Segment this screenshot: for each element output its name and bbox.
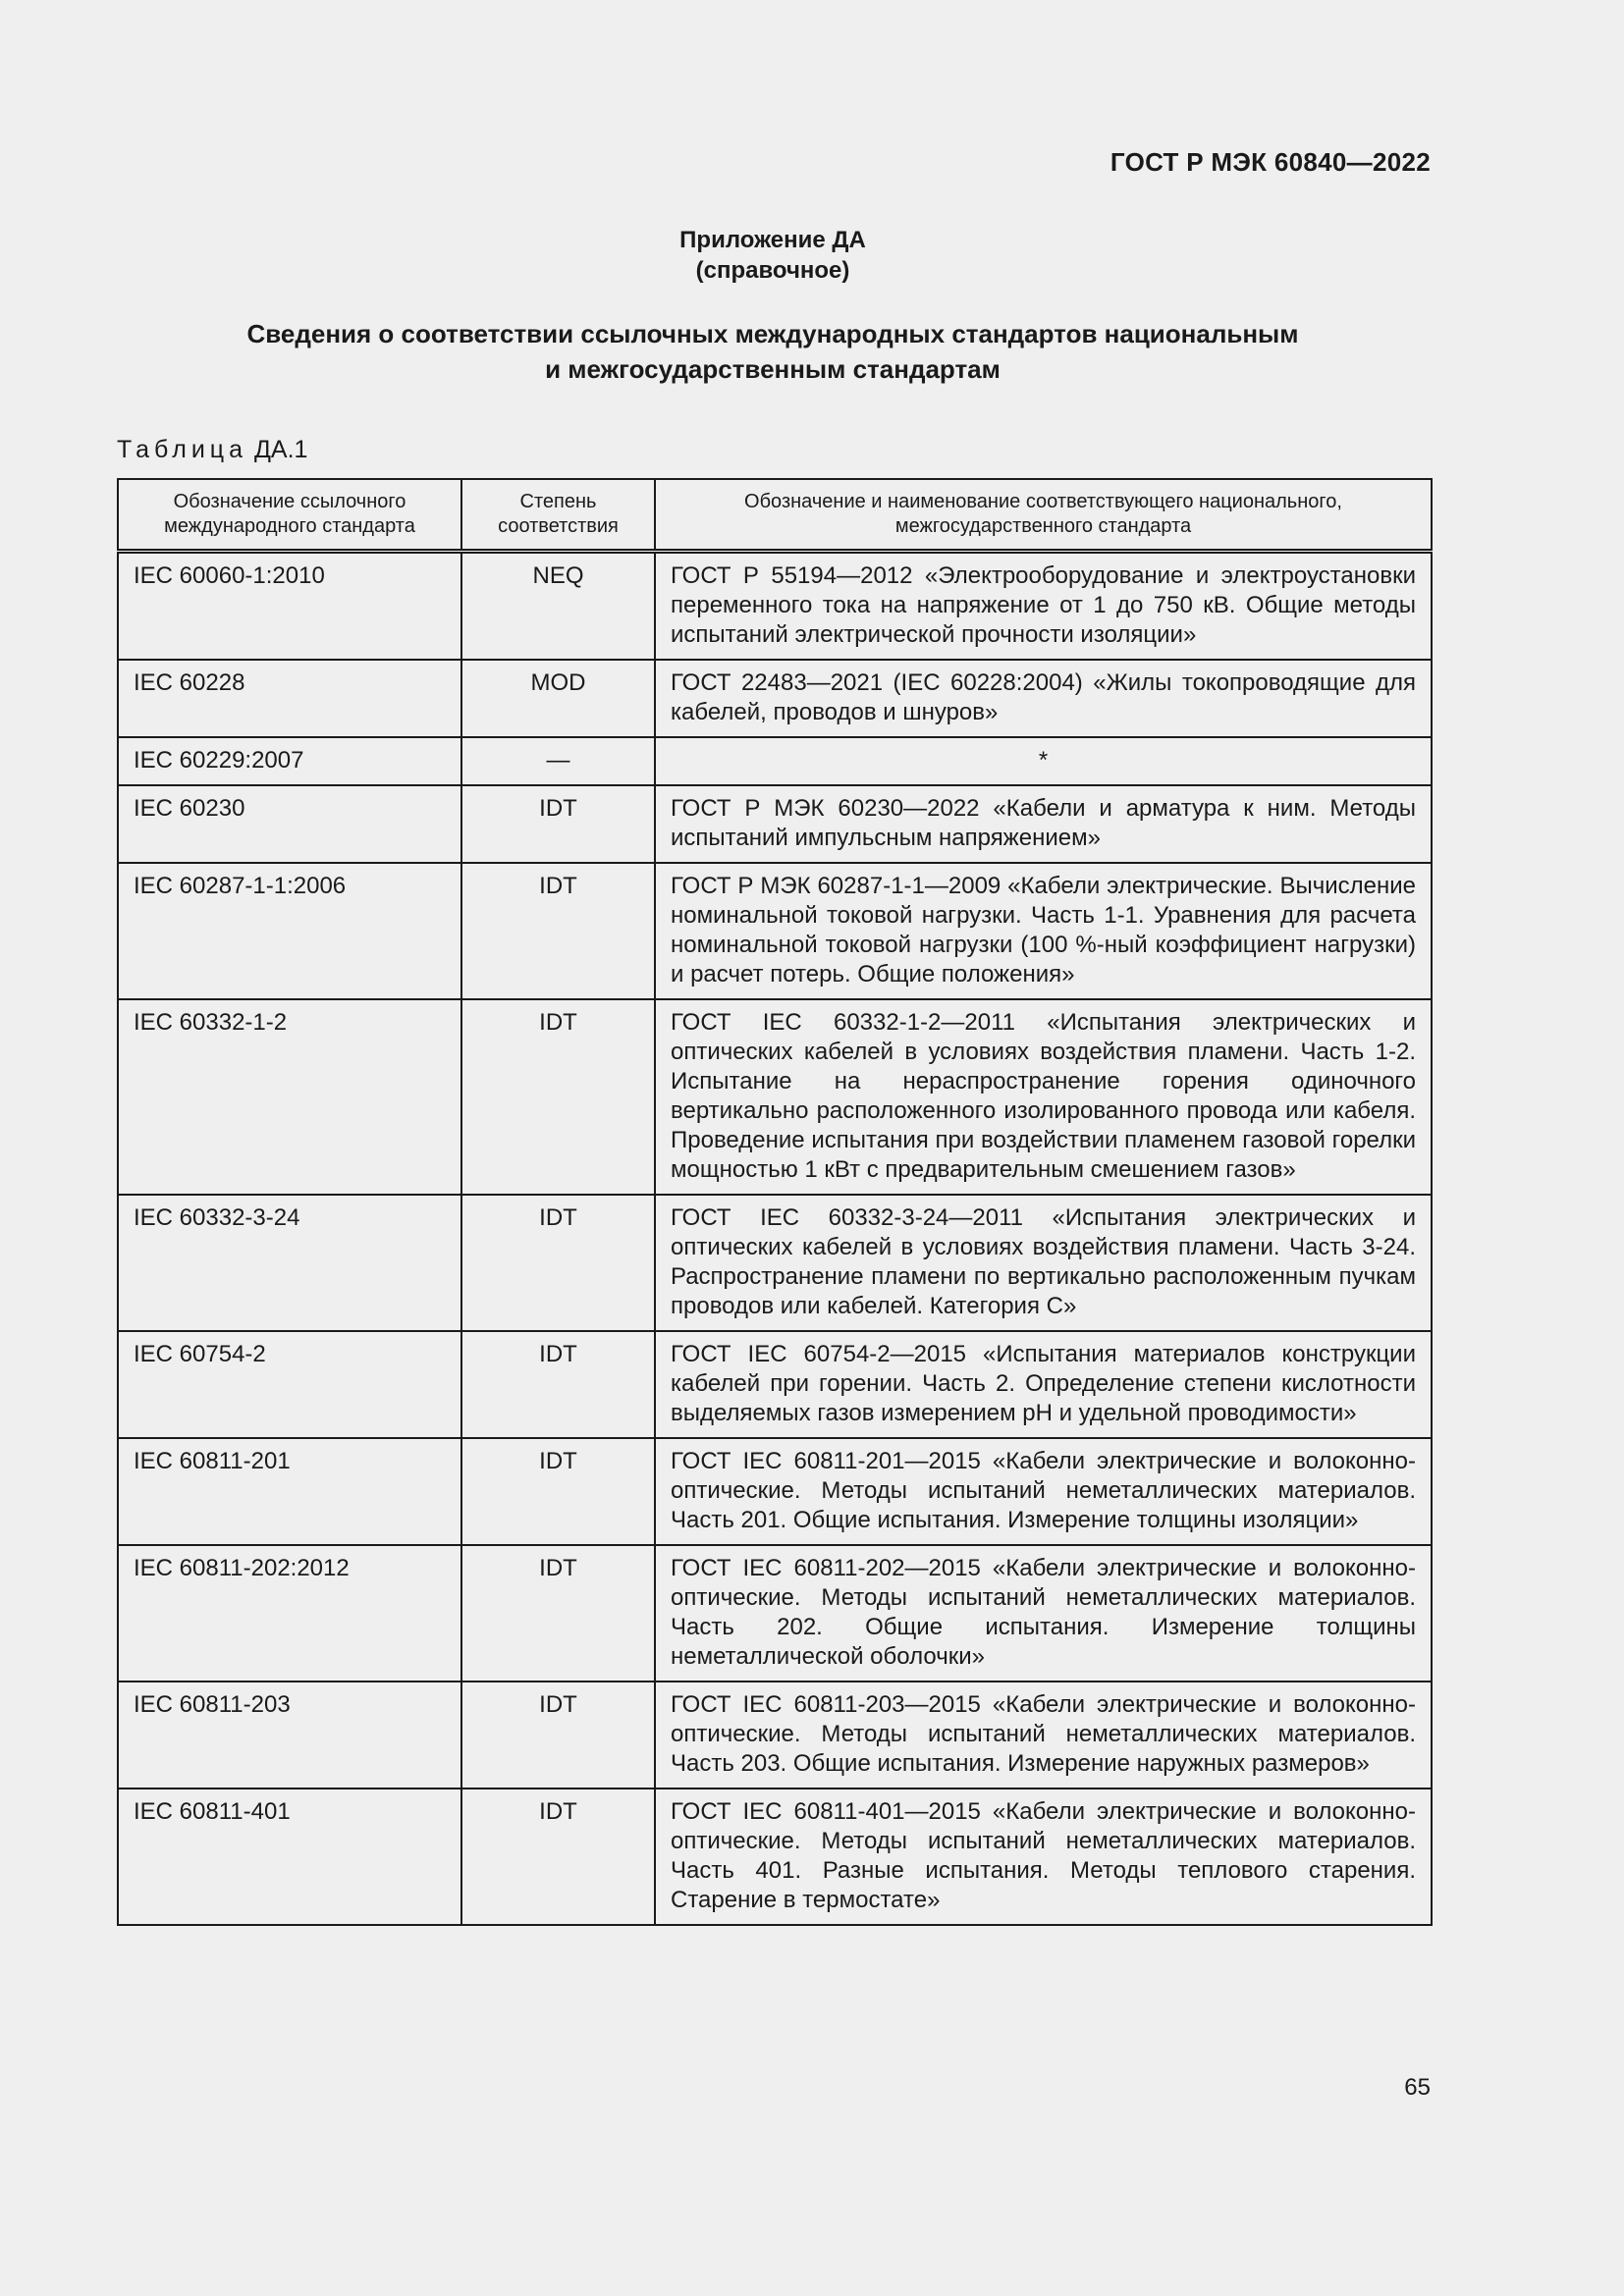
cell-international-standard: IEC 60811-201 [118, 1438, 461, 1545]
cell-degree: IDT [461, 1331, 655, 1438]
table-header-row [118, 479, 1432, 552]
cell-degree: IDT [461, 785, 655, 863]
document-code: ГОСТ Р МЭК 60840—2022 [1110, 147, 1431, 177]
table-row [118, 1545, 1432, 1682]
cell-international-standard: IEC 60230 [118, 785, 461, 863]
cell-international-standard: IEC 60811-203 [118, 1682, 461, 1789]
cell-national-standard: ГОСТ IEC 60811-202—2015 «Кабели электрические и волоконно-оптические. Методы испытаний неметаллических материалов. Часть 202. Общие испытания. Измерение толщины неметаллической оболочки» [655, 1545, 1432, 1682]
table-row [118, 1438, 1432, 1545]
cell-international-standard: IEC 60229:2007 [118, 737, 461, 785]
table-label-word: Таблица [117, 436, 248, 463]
cell-degree: MOD [461, 660, 655, 737]
cell-international-standard: IEC 60060-1:2010 [118, 552, 461, 661]
cell-national-standard: * [655, 737, 1432, 785]
cell-degree: IDT [461, 1438, 655, 1545]
section-title-line-1: Сведения о соответствии ссылочных международных стандартов национальным [246, 319, 1299, 348]
table-row [118, 863, 1432, 999]
appendix-title: Приложение ДА [679, 227, 866, 253]
cell-degree: NEQ [461, 552, 655, 661]
table-row [118, 785, 1432, 863]
cell-international-standard: IEC 60754-2 [118, 1331, 461, 1438]
column-header-international: Обозначение ссылочного международного стандарта [118, 479, 461, 552]
page-number: 65 [1404, 2074, 1431, 2101]
table-row [118, 1195, 1432, 1331]
section-title [0, 316, 1545, 387]
section-title-line-2: и межгосударственным стандартам [545, 354, 1001, 384]
cell-degree: IDT [461, 1682, 655, 1789]
cell-national-standard: ГОСТ IEC 60332-3-24—2011 «Испытания электрических и оптических кабелей в условиях воздействия пламени. Часть 3-24. Распространение пламени по вертикально расположенным пучкам проводов или кабелей. Категория С» [655, 1195, 1432, 1331]
cell-national-standard: ГОСТ 22483—2021 (IEC 60228:2004) «Жилы токопроводящие для кабелей, проводов и шнуров» [655, 660, 1432, 737]
standards-table [117, 478, 1433, 1926]
table-row [118, 1789, 1432, 1925]
table-row [118, 737, 1432, 785]
table-row [118, 1682, 1432, 1789]
cell-national-standard: ГОСТ IEC 60811-201—2015 «Кабели электрические и волоконно-оптические. Методы испытаний неметаллических материалов. Часть 201. Общие испытания. Измерение толщины изоляции» [655, 1438, 1432, 1545]
cell-degree: IDT [461, 1789, 655, 1925]
cell-international-standard: IEC 60811-202:2012 [118, 1545, 461, 1682]
table-row [118, 552, 1432, 661]
cell-international-standard: IEC 60332-3-24 [118, 1195, 461, 1331]
cell-international-standard: IEC 60811-401 [118, 1789, 461, 1925]
appendix-subtitle: (справочное) [695, 257, 850, 284]
column-header-national: Обозначение и наименование соответствующего национального, межгосударственного стандарта [655, 479, 1432, 552]
cell-national-standard: ГОСТ IEC 60332-1-2—2011 «Испытания электрических и оптических кабелей в условиях воздействия пламени. Часть 1-2. Испытание на нераспространение горения одиночного вертикально расположенного изолированного провода или кабеля. Проведение испытания при воздействии пламенем газовой горелки мощностью 1 кВт с предварительным смешением газов» [655, 999, 1432, 1195]
table-label [117, 436, 307, 464]
cell-national-standard: ГОСТ Р 55194—2012 «Электрооборудование и электроустановки переменного тока на напряжение от 1 до 750 кВ. Общие методы испытаний электрической прочности изоляции» [655, 552, 1432, 661]
cell-national-standard: ГОСТ Р МЭК 60230—2022 «Кабели и арматура к ним. Методы испытаний импульсным напряжением» [655, 785, 1432, 863]
cell-national-standard: ГОСТ IEC 60811-203—2015 «Кабели электрические и волоконно-оптические. Методы испытаний неметаллических материалов. Часть 203. Общие испытания. Измерение наружных размеров» [655, 1682, 1432, 1789]
table-row [118, 999, 1432, 1195]
appendix-heading [0, 225, 1545, 286]
cell-degree: IDT [461, 1545, 655, 1682]
cell-national-standard: ГОСТ Р МЭК 60287-1-1—2009 «Кабели электрические. Вычисление номинальной токовой нагрузки. Часть 1-1. Уравнения для расчета номинальной токовой нагрузки (100 %-ный коэффициент нагрузки) и расчет потерь. Общие положения» [655, 863, 1432, 999]
cell-international-standard: IEC 60287-1-1:2006 [118, 863, 461, 999]
table-row [118, 1331, 1432, 1438]
cell-degree: — [461, 737, 655, 785]
cell-degree: IDT [461, 863, 655, 999]
cell-degree: IDT [461, 1195, 655, 1331]
cell-international-standard: IEC 60228 [118, 660, 461, 737]
cell-international-standard: IEC 60332-1-2 [118, 999, 461, 1195]
cell-national-standard: ГОСТ IEC 60754-2—2015 «Испытания материалов конструкции кабелей при горении. Часть 2. Определение степени кислотности выделяемых газов измерением pH и удельной проводимости» [655, 1331, 1432, 1438]
column-header-degree: Степень соответствия [461, 479, 655, 552]
cell-national-standard: ГОСТ IEC 60811-401—2015 «Кабели электрические и волоконно-оптические. Методы испытаний неметаллических материалов. Часть 401. Разные испытания. Методы теплового старения. Старение в термостате» [655, 1789, 1432, 1925]
table-row [118, 660, 1432, 737]
cell-degree: IDT [461, 999, 655, 1195]
table-label-number: ДА.1 [253, 436, 308, 463]
